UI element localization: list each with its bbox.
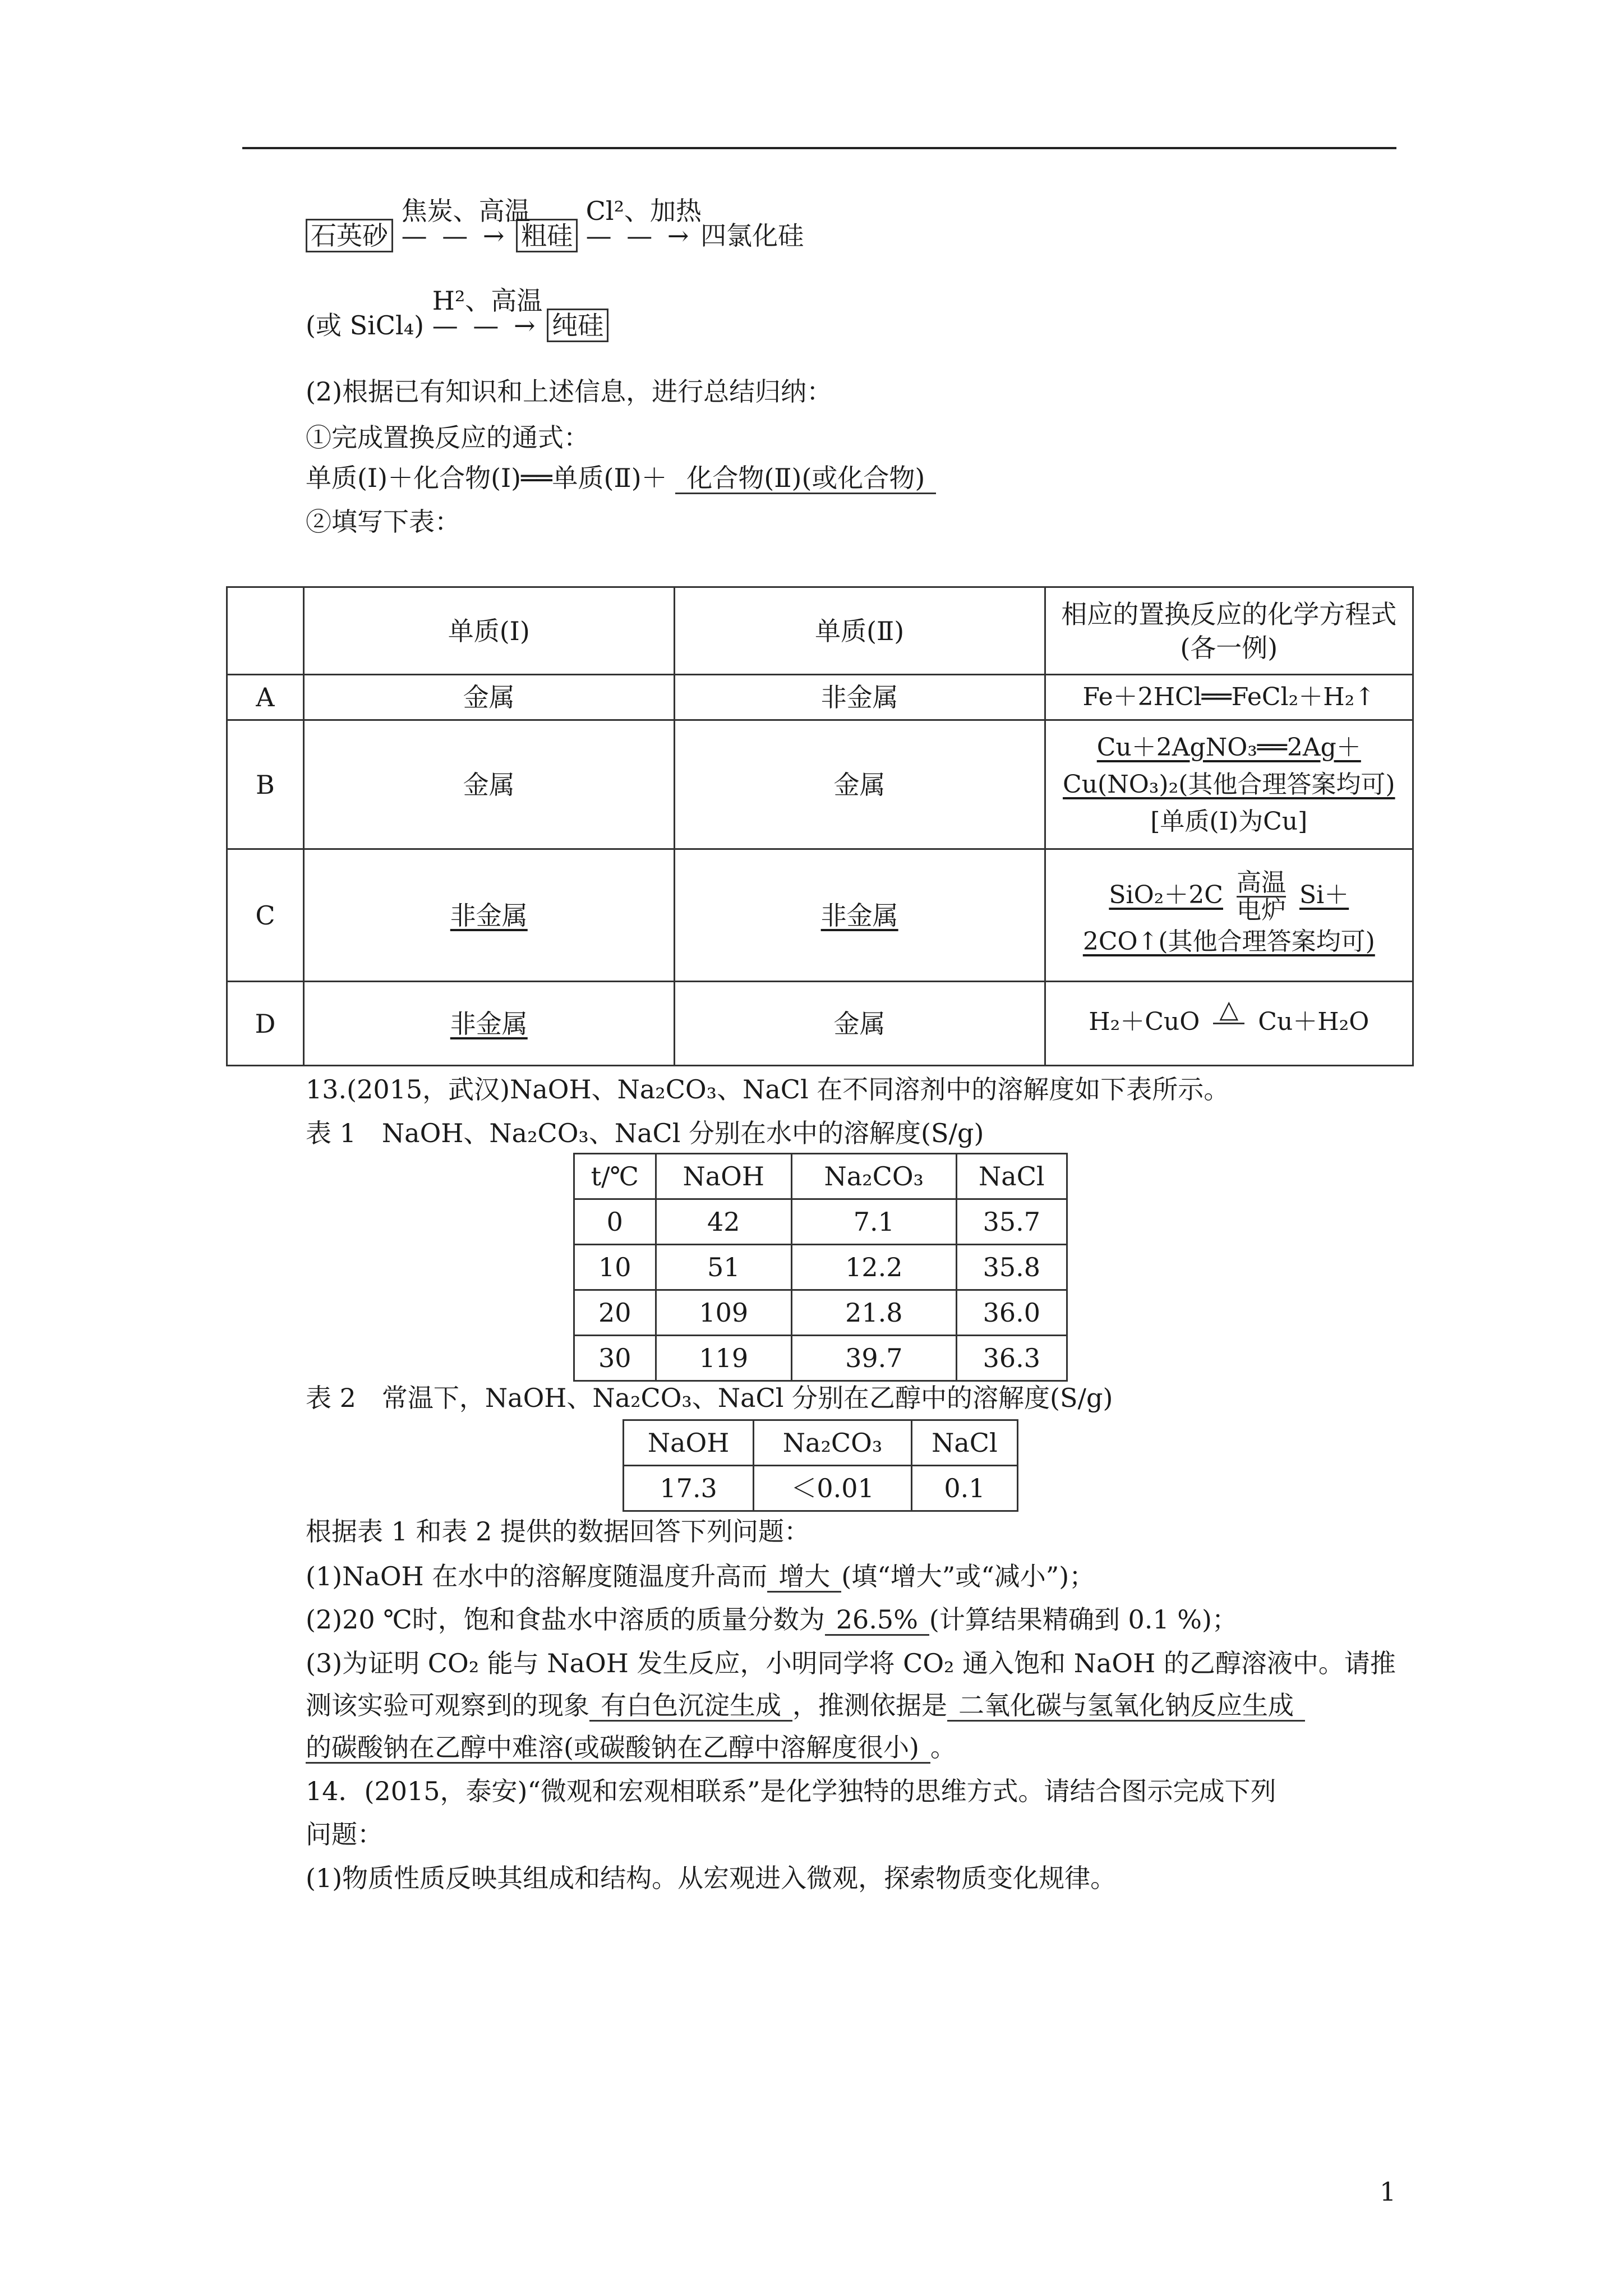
table-row [574,1336,1067,1381]
part3-answer-2b: 的碳酸钠在乙醇中难溶(或碳酸钠在乙醇中溶解度很小) [306,1733,930,1764]
q13-part2 [306,1603,1238,1636]
arrow-icon: — — → [585,220,693,251]
step3-condition: H²、高温 [432,286,543,316]
q14-line1: 14．(2015，泰安)“微观和宏观相联系”是化学独特的思维方式。请结合图示完成下列 [306,1776,1276,1806]
arrow-icon: — — → [432,310,539,341]
pure-si-box: 纯硅 [547,309,608,342]
part3-mid: ，推测依据是 [792,1690,947,1720]
cell-s2 [674,849,1045,982]
condition-bar [1213,1023,1244,1050]
table2-caption: 表 2 常温下，NaOH、Na₂CO₃、NaCl 分别在乙醇中的溶解度(S/g) [306,1383,1113,1413]
crude-si-box: 粗硅 [516,219,578,252]
part2-q1: ①完成置换反应的通式： [306,422,589,453]
table-cell: 42 [656,1199,791,1245]
answer-s2: 非金属 [820,900,898,931]
header-cell: Na₂CO₃ [754,1420,912,1466]
table-header-row [227,587,1413,675]
condition-bottom: 电炉 [1236,896,1286,924]
part3-text: 测该实验可观察到的现象 [306,1690,589,1720]
formula-answer: 化合物(Ⅱ)(或化合物) [675,463,936,494]
equation-answer: Cu＋2AgNO₃══2Ag＋Cu(NO₃)₂(其他合理答案均可) [1063,733,1395,799]
cell-s1 [303,982,674,1066]
arrow-step2 [585,196,702,252]
reaction-condition [1213,997,1244,1050]
table-cell: 30 [574,1336,656,1381]
part2-q2: ②填写下表： [306,507,460,537]
formula-prefix: 单质(Ⅰ)＋化合物(Ⅰ)══单质(Ⅱ)＋ [306,463,667,493]
q14-line3: (1)物质性质反映其组成和结构。从宏观进入微观，探索物质变化规律。 [306,1863,1117,1893]
table-header-row [624,1420,1018,1466]
cell-s1 [303,849,674,982]
q13-part3-line2 [306,1688,1305,1722]
equation-part-b: Cu＋H₂O [1258,1007,1370,1036]
step2-condition: Cl²、加热 [585,196,702,226]
header-cell: NaCl [911,1420,1017,1466]
table-row [227,720,1413,849]
flow-line-2 [306,286,608,342]
part2-answer: 26.5% [825,1605,929,1636]
q13-lead: 根据表 1 和表 2 提供的数据回答下列问题： [306,1516,810,1547]
part2-text: (2)20 ℃时，饱和食盐水中溶质的质量分数为 [306,1604,825,1635]
table-row [574,1245,1067,1290]
q13-stem: 13.(2015，武汉)NaOH、Na₂CO₃、NaCl 在不同溶剂中的溶解度如下表所示。 [306,1074,1230,1105]
header-cell: 单质(Ⅰ) [303,587,674,675]
step1-condition: 焦炭、高温 [401,196,531,226]
header-cell: NaOH [624,1420,754,1466]
part2-intro: (2)根据已有知识和上述信息，进行总结归纳： [306,376,833,407]
table-cell: 119 [656,1336,791,1381]
replacement-table [226,586,1414,1066]
table1-caption: 表 1 NaOH、Na₂CO₃、NaCl 分别在水中的溶解度(S/g) [306,1118,984,1148]
cell-s1: 金属 [303,675,674,720]
table-row [624,1466,1018,1511]
cell-s2: 非金属 [674,675,1045,720]
row-label: A [227,675,304,720]
table-cell: 36.3 [956,1336,1067,1381]
table-cell: ＜0.01 [754,1466,912,1511]
equation-part-a: H₂＋CuO [1089,1007,1200,1036]
sicl4-alt: (或 SiCl₄) [306,310,425,341]
condition-top: △ [1219,995,1239,1024]
part3-answer-1: 有白色沉淀生成 [589,1691,792,1722]
arrow-icon: — — → [401,220,508,251]
table-cell: 39.7 [791,1336,956,1381]
table-cell: 0 [574,1199,656,1245]
cell-s2: 金属 [674,982,1045,1066]
table-row [227,675,1413,720]
q13-part3-line3 [306,1731,956,1764]
table-cell: 12.2 [791,1245,956,1290]
table-cell: 35.8 [956,1245,1067,1290]
table-row [227,849,1413,982]
header-cell: t/℃ [574,1154,656,1199]
arrow-step1 [401,196,531,252]
sicl4-label: 四氯化硅 [700,220,804,251]
answer-s1: 非金属 [450,900,528,931]
q13-part1 [306,1559,1095,1593]
table-cell: 20 [574,1290,656,1336]
header-rule [242,147,1396,149]
header-cell [227,587,304,675]
page-number: 1 [1380,2177,1396,2207]
part3-end: 。 [930,1732,956,1763]
table-cell: 36.0 [956,1290,1067,1336]
table-row [574,1290,1067,1336]
q13-part3-line1: (3)为证明 CO₂ 能与 NaOH 发生反应，小明同学将 CO₂ 通入饱和 NaOH 的乙醇溶液中。请推 [306,1648,1396,1678]
header-cell: NaCl [956,1154,1067,1199]
row-label: B [227,720,304,849]
condition-top: 高温 [1236,868,1286,897]
header-cell: Na₂CO₃ [791,1154,956,1199]
table-cell: 7.1 [791,1199,956,1245]
arrow-step3 [432,286,543,342]
header-cell: NaOH [656,1154,791,1199]
part3-answer-2a: 二氧化碳与氢氧化钠反应生成 [947,1691,1305,1722]
table-cell: 21.8 [791,1290,956,1336]
row-label: D [227,982,304,1066]
table-cell: 10 [574,1245,656,1290]
equation-part-c: 2CO↑(其他合理答案均可) [1082,927,1375,956]
equation-note: [单质(Ⅰ)为Cu] [1150,807,1308,836]
part1-answer: 增大 [767,1562,841,1593]
cell-equation [1045,982,1413,1066]
cell-equation: Fe＋2HCl══FeCl₂＋H₂↑ [1045,675,1413,720]
cell-equation [1045,849,1413,982]
header-cell: 相应的置换反应的化学方程式(各一例) [1045,587,1413,675]
equation-part-b: Si＋ [1299,881,1349,909]
cell-s1: 金属 [303,720,674,849]
header-cell: 单质(Ⅱ) [674,587,1045,675]
part2-suffix: (计算结果精确到 0.1 %)； [929,1604,1238,1635]
general-formula [306,461,936,495]
cell-equation [1045,720,1413,849]
table-cell: 17.3 [624,1466,754,1511]
part1-suffix: (填“增大”或“减小”)； [841,1561,1095,1591]
q14-line2: 问题： [306,1819,383,1849]
row-label: C [227,849,304,982]
reaction-condition [1237,870,1286,923]
flow-line-1 [306,196,804,252]
table-row [574,1199,1067,1245]
cell-s2: 金属 [674,720,1045,849]
answer-s1: 非金属 [450,1008,528,1039]
table-row [227,982,1413,1066]
table-header-row [574,1154,1067,1199]
equation-part-a: SiO₂＋2C [1109,881,1223,909]
table-cell: 109 [656,1290,791,1336]
solubility-ethanol-table [623,1419,1018,1512]
table-cell: 0.1 [911,1466,1017,1511]
quartz-box: 石英砂 [306,219,393,252]
part1-text: (1)NaOH 在水中的溶解度随温度升高而 [306,1561,768,1591]
table-cell: 51 [656,1245,791,1290]
table-cell: 35.7 [956,1199,1067,1245]
solubility-water-table [573,1153,1068,1382]
